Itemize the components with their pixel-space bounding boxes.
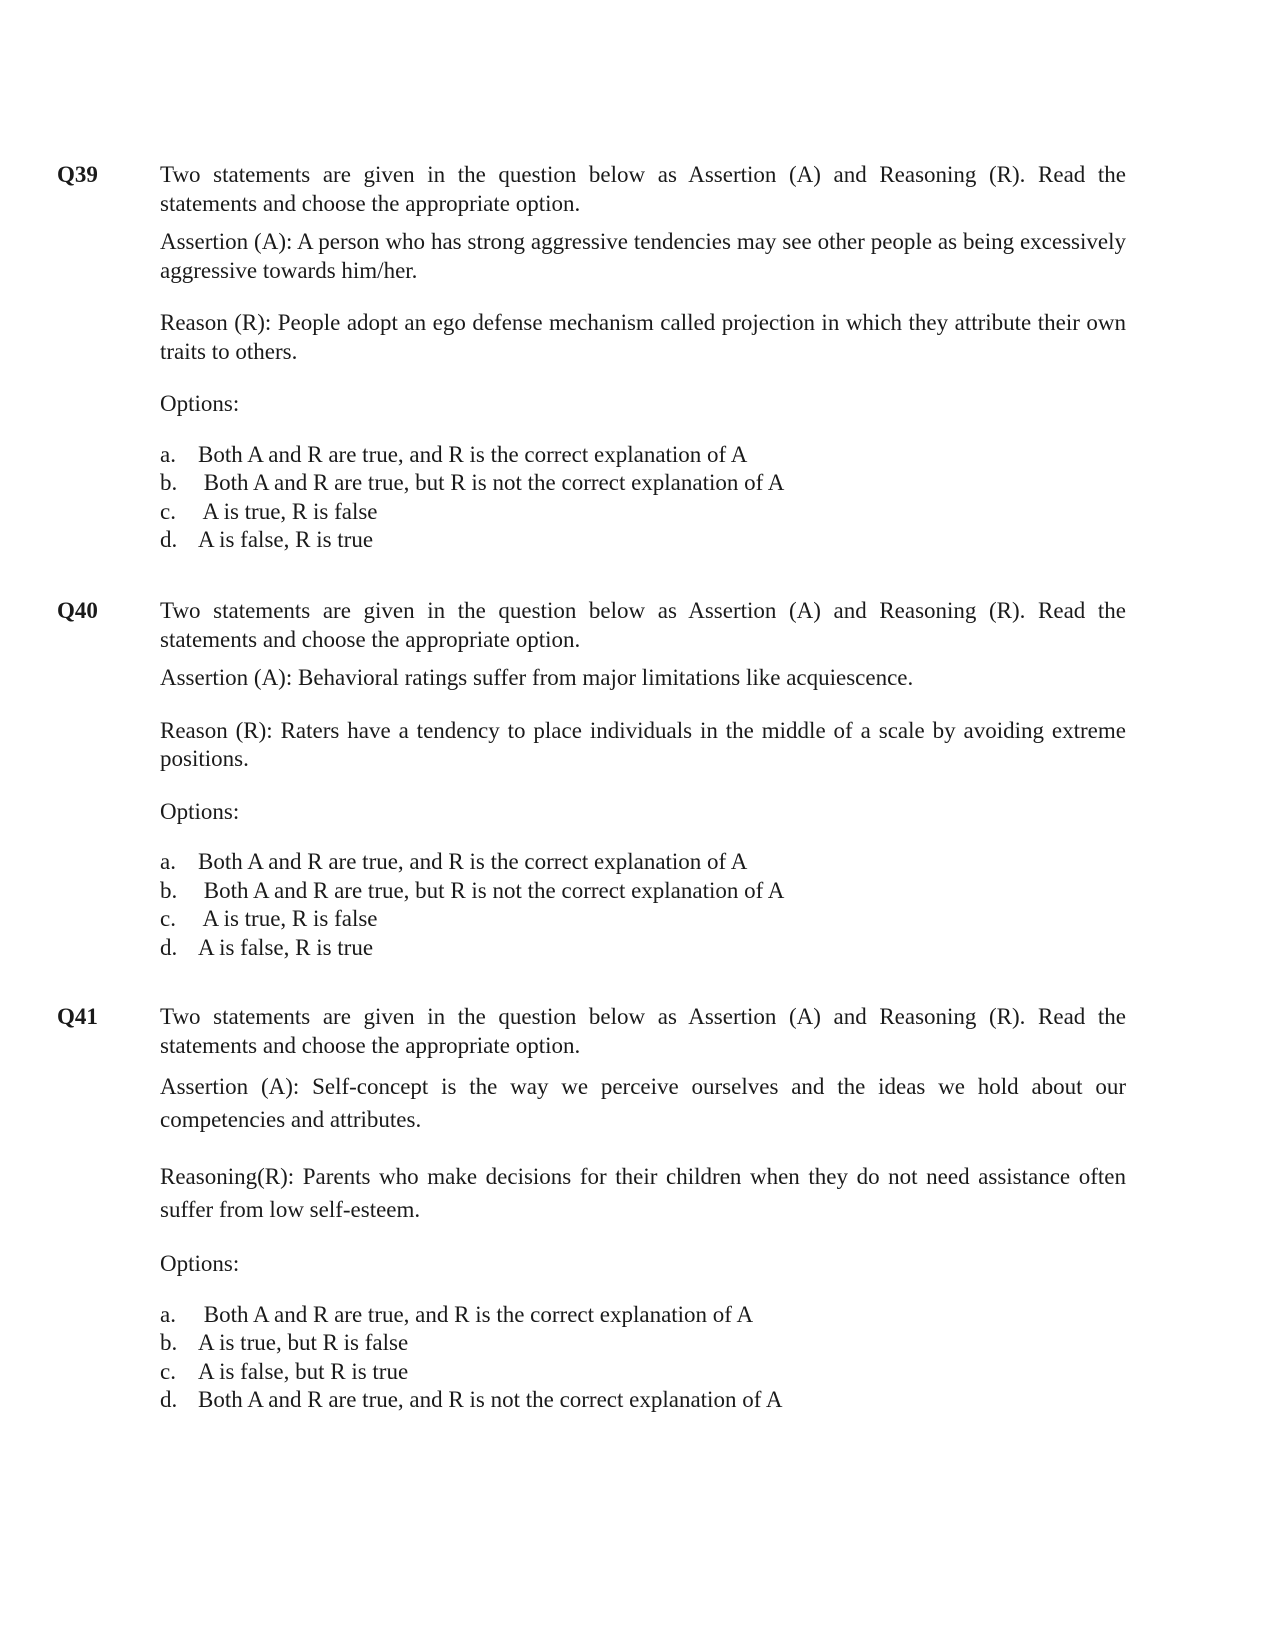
option-text: A is false, R is true (198, 934, 374, 960)
option-c (160, 905, 1126, 934)
question-body (160, 161, 1126, 555)
option-letter: c. (160, 1358, 176, 1384)
option-a (160, 1301, 1126, 1330)
question-intro: Two statements are given in the question below as Assertion (A) and Reasoning (R). Read the statements and choose the appropriate option. (160, 162, 1126, 216)
option-letter: c. (160, 906, 176, 931)
question-number: Q39 (57, 162, 98, 187)
option-text: Both A and R are true, and R is the correct explanation of A (198, 441, 748, 467)
option-c (160, 1358, 1126, 1387)
option-letter: b. (160, 470, 178, 495)
option-b (160, 1329, 1126, 1358)
option-b (160, 877, 1126, 906)
assertion-statement: Assertion (A): Behavioral ratings suffer from major limitations like acquiescence. (160, 665, 914, 690)
option-letter: a. (160, 849, 176, 874)
option-letter: d. (160, 1387, 178, 1412)
question-number: Q40 (57, 598, 98, 623)
options-list (160, 441, 1126, 555)
option-letter: d. (160, 527, 178, 552)
option-letter: b. (160, 1330, 178, 1355)
option-letter: b. (160, 877, 178, 903)
option-text: A is true, R is false (198, 906, 378, 931)
options-list (160, 1301, 1126, 1415)
assertion-statement: Assertion (A): A person who has strong aggressive tendencies may see other people as being excessively aggressive towards him/her. (160, 229, 1126, 283)
question-body (160, 1003, 1126, 1415)
option-b (160, 469, 1126, 498)
reason-statement: Reason (R): People adopt an ego defense mechanism called projection in which they attribute their own traits to others. (160, 310, 1126, 364)
option-text: Both A and R are true, but R is not the correct explanation of A (198, 470, 785, 495)
question-number: Q41 (57, 1004, 98, 1029)
option-letter: d. (160, 934, 178, 960)
option-text: Both A and R are true, and R is the correct explanation of A (198, 849, 748, 874)
option-text: Both A and R are true, but R is not the correct explanation of A (198, 877, 785, 903)
option-text: A is true, R is false (198, 498, 378, 524)
option-text: A is false, R is true (198, 527, 374, 552)
options-label: Options: (160, 798, 240, 824)
assertion-statement: Assertion (A): Self-concept is the way we perceive ourselves and the ideas we hold about our competencies and attributes. (160, 1074, 1126, 1132)
option-c (160, 498, 1126, 527)
option-text: Both A and R are true, and R is the correct explanation of A (198, 1301, 754, 1327)
option-a (160, 848, 1126, 877)
option-d (160, 526, 1126, 555)
question-intro: Two statements are given in the question below as Assertion (A) and Reasoning (R). Read the statements and choose the appropriate option. (160, 1004, 1126, 1058)
options-label: Options: (160, 391, 240, 416)
option-d (160, 1386, 1126, 1415)
option-text: A is true, but R is false (198, 1330, 409, 1355)
options-label: Options: (160, 1251, 240, 1276)
option-a (160, 441, 1126, 470)
reason-statement: Reason (R): Raters have a tendency to place individuals in the middle of a scale by avoiding extreme positions. (160, 717, 1126, 771)
option-text: A is false, but R is true (198, 1358, 409, 1384)
question-intro: Two statements are given in the question below as Assertion (A) and Reasoning (R). Read the statements and choose the appropriate option. (160, 598, 1126, 652)
option-letter: a. (160, 1301, 176, 1327)
option-text: Both A and R are true, and R is not the correct explanation of A (198, 1387, 783, 1412)
reason-statement: Reasoning(R): Parents who make decisions for their children when they do not need assistance often suffer from low self-esteem. (160, 1164, 1126, 1222)
question-body (160, 597, 1126, 962)
option-letter: c. (160, 498, 176, 524)
option-letter: a. (160, 441, 176, 467)
option-d (160, 934, 1126, 963)
options-list (160, 848, 1126, 962)
